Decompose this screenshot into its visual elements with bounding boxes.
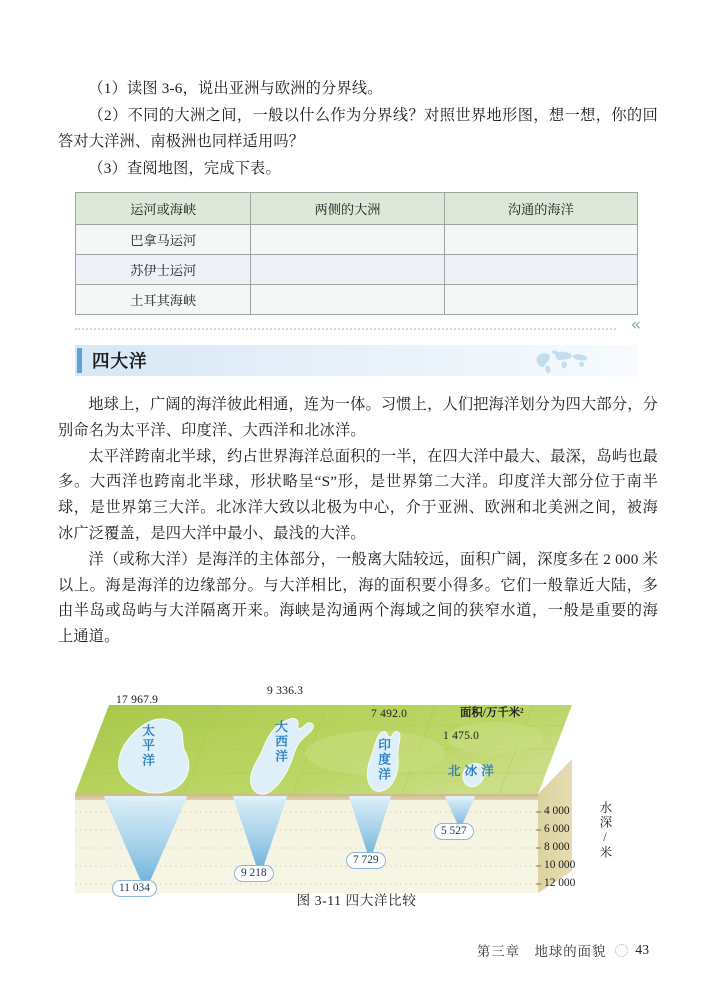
- footer-dot-separator-icon: [615, 944, 628, 957]
- table-cell-continents[interactable]: [251, 225, 444, 255]
- paragraph-2: 太平洋跨南北半球，约占世界海洋总面积的一半，在四大洋中最大、最深，岛屿也最多。大西洋也跨南北半球，形状略呈“S”形，是世界第二大洋。印度洋大部分位于南半球，是世界第三大洋。北冰洋大致以北极为中心，介于亚洲、欧洲和北美洲之间，被海冰广泛覆盖，是四大洋中最小、最浅的大洋。: [58, 447, 658, 542]
- area-label-atlantic: 9 336.3: [267, 684, 304, 697]
- depth-tick-12000: 12 000: [544, 877, 576, 889]
- depth-axis-label: 水深/米: [598, 801, 612, 861]
- table-cell-oceans[interactable]: [444, 225, 637, 255]
- ocean-label-atlantic: 大西洋: [273, 720, 287, 764]
- canal-strait-table: [75, 192, 638, 315]
- section-title: 四大洋: [92, 352, 148, 372]
- figure-caption: 图 3-11 四大洋比较: [296, 893, 417, 908]
- section-divider: [75, 315, 638, 336]
- question-list: [58, 76, 658, 183]
- canal-strait-table-wrapper: [75, 192, 638, 315]
- question-item-3: （3）查阅地图，完成下表。: [88, 160, 281, 177]
- depth-tick-4000: 4 000: [544, 805, 570, 817]
- question-item-1: （1）读图 3-6，说出亚洲与欧洲的分界线。: [88, 80, 383, 97]
- section-accent-bar: [77, 348, 82, 373]
- table-cell-name: 苏伊士运河: [76, 255, 251, 285]
- depth-tick-10000: 10 000: [544, 859, 576, 871]
- table-cell-continents[interactable]: [251, 285, 444, 315]
- table-cell-oceans[interactable]: [444, 285, 637, 315]
- area-label-pacific: 17 967.9: [116, 693, 159, 706]
- ocean-label-indian: 印度洋: [376, 738, 390, 782]
- table-cell-name: 巴拿马运河: [76, 225, 251, 255]
- paragraph-3: 洋（或称大洋）是海洋的主体部分，一般离大陆较远，面积广阔，深度多在 2 000 米以上。海是海洋的边缘部分。与大洋相比，海的面积要小得多。它们一般靠近大陆，多由半岛或岛屿与大洋隔离开来。海峡是沟通两个海域之间的狭窄水道，一般是重要的海上通道。: [58, 550, 658, 646]
- depth-tick-6000: 6 000: [544, 823, 570, 835]
- table-header-cell: 两侧的大洲: [251, 193, 444, 225]
- table-header-row: [76, 193, 638, 225]
- area-label-indian: 7 492.0: [371, 707, 408, 720]
- footer-chapter-title: 第三章 地球的面貌: [476, 943, 607, 959]
- figure-four-oceans-comparison: [75, 684, 638, 925]
- depth-label-indian: 7 729: [346, 852, 386, 869]
- area-label-arctic: 1 475.0: [443, 729, 480, 742]
- table-row: [76, 225, 638, 255]
- divider-dotted-line: [75, 328, 616, 330]
- page-footer: [0, 938, 711, 962]
- world-map-icon: [534, 348, 590, 374]
- depth-tick-8000: 8 000: [544, 841, 570, 853]
- ocean-label-pacific: 太平洋: [140, 724, 154, 768]
- depth-label-atlantic: 9 218: [234, 865, 274, 882]
- question-item-2: （2）不同的大洲之间，一般以什么作为分界线？对照世界地形图，想一想，你的回答对大洋洲、南极洲也同样适用吗？: [58, 107, 658, 150]
- paragraph-1: 地球上，广阔的海洋彼此相通，连为一体。习惯上，人们把海洋划分为四大部分，分别命名为太平洋、印度洋、大西洋和北冰洋。: [58, 396, 658, 439]
- section-header: [75, 345, 638, 376]
- table-header-cell: 沟通的海洋: [444, 193, 637, 225]
- body-text: [58, 392, 658, 650]
- double-chevron-left-icon: «: [630, 315, 638, 335]
- table-cell-name: 土耳其海峡: [76, 285, 251, 315]
- table-cell-oceans[interactable]: [444, 255, 637, 285]
- depth-label-pacific: 11 034: [112, 880, 157, 897]
- table-row: [76, 255, 638, 285]
- table-row: [76, 285, 638, 315]
- ocean-label-arctic: 北冰洋: [448, 764, 498, 778]
- page-number: 43: [635, 942, 649, 957]
- table-header-cell: 运河或海峡: [76, 193, 251, 225]
- table-cell-continents[interactable]: [251, 255, 444, 285]
- area-unit-label: 面积/万千米²: [460, 707, 524, 719]
- depth-label-arctic: 5 527: [434, 823, 474, 840]
